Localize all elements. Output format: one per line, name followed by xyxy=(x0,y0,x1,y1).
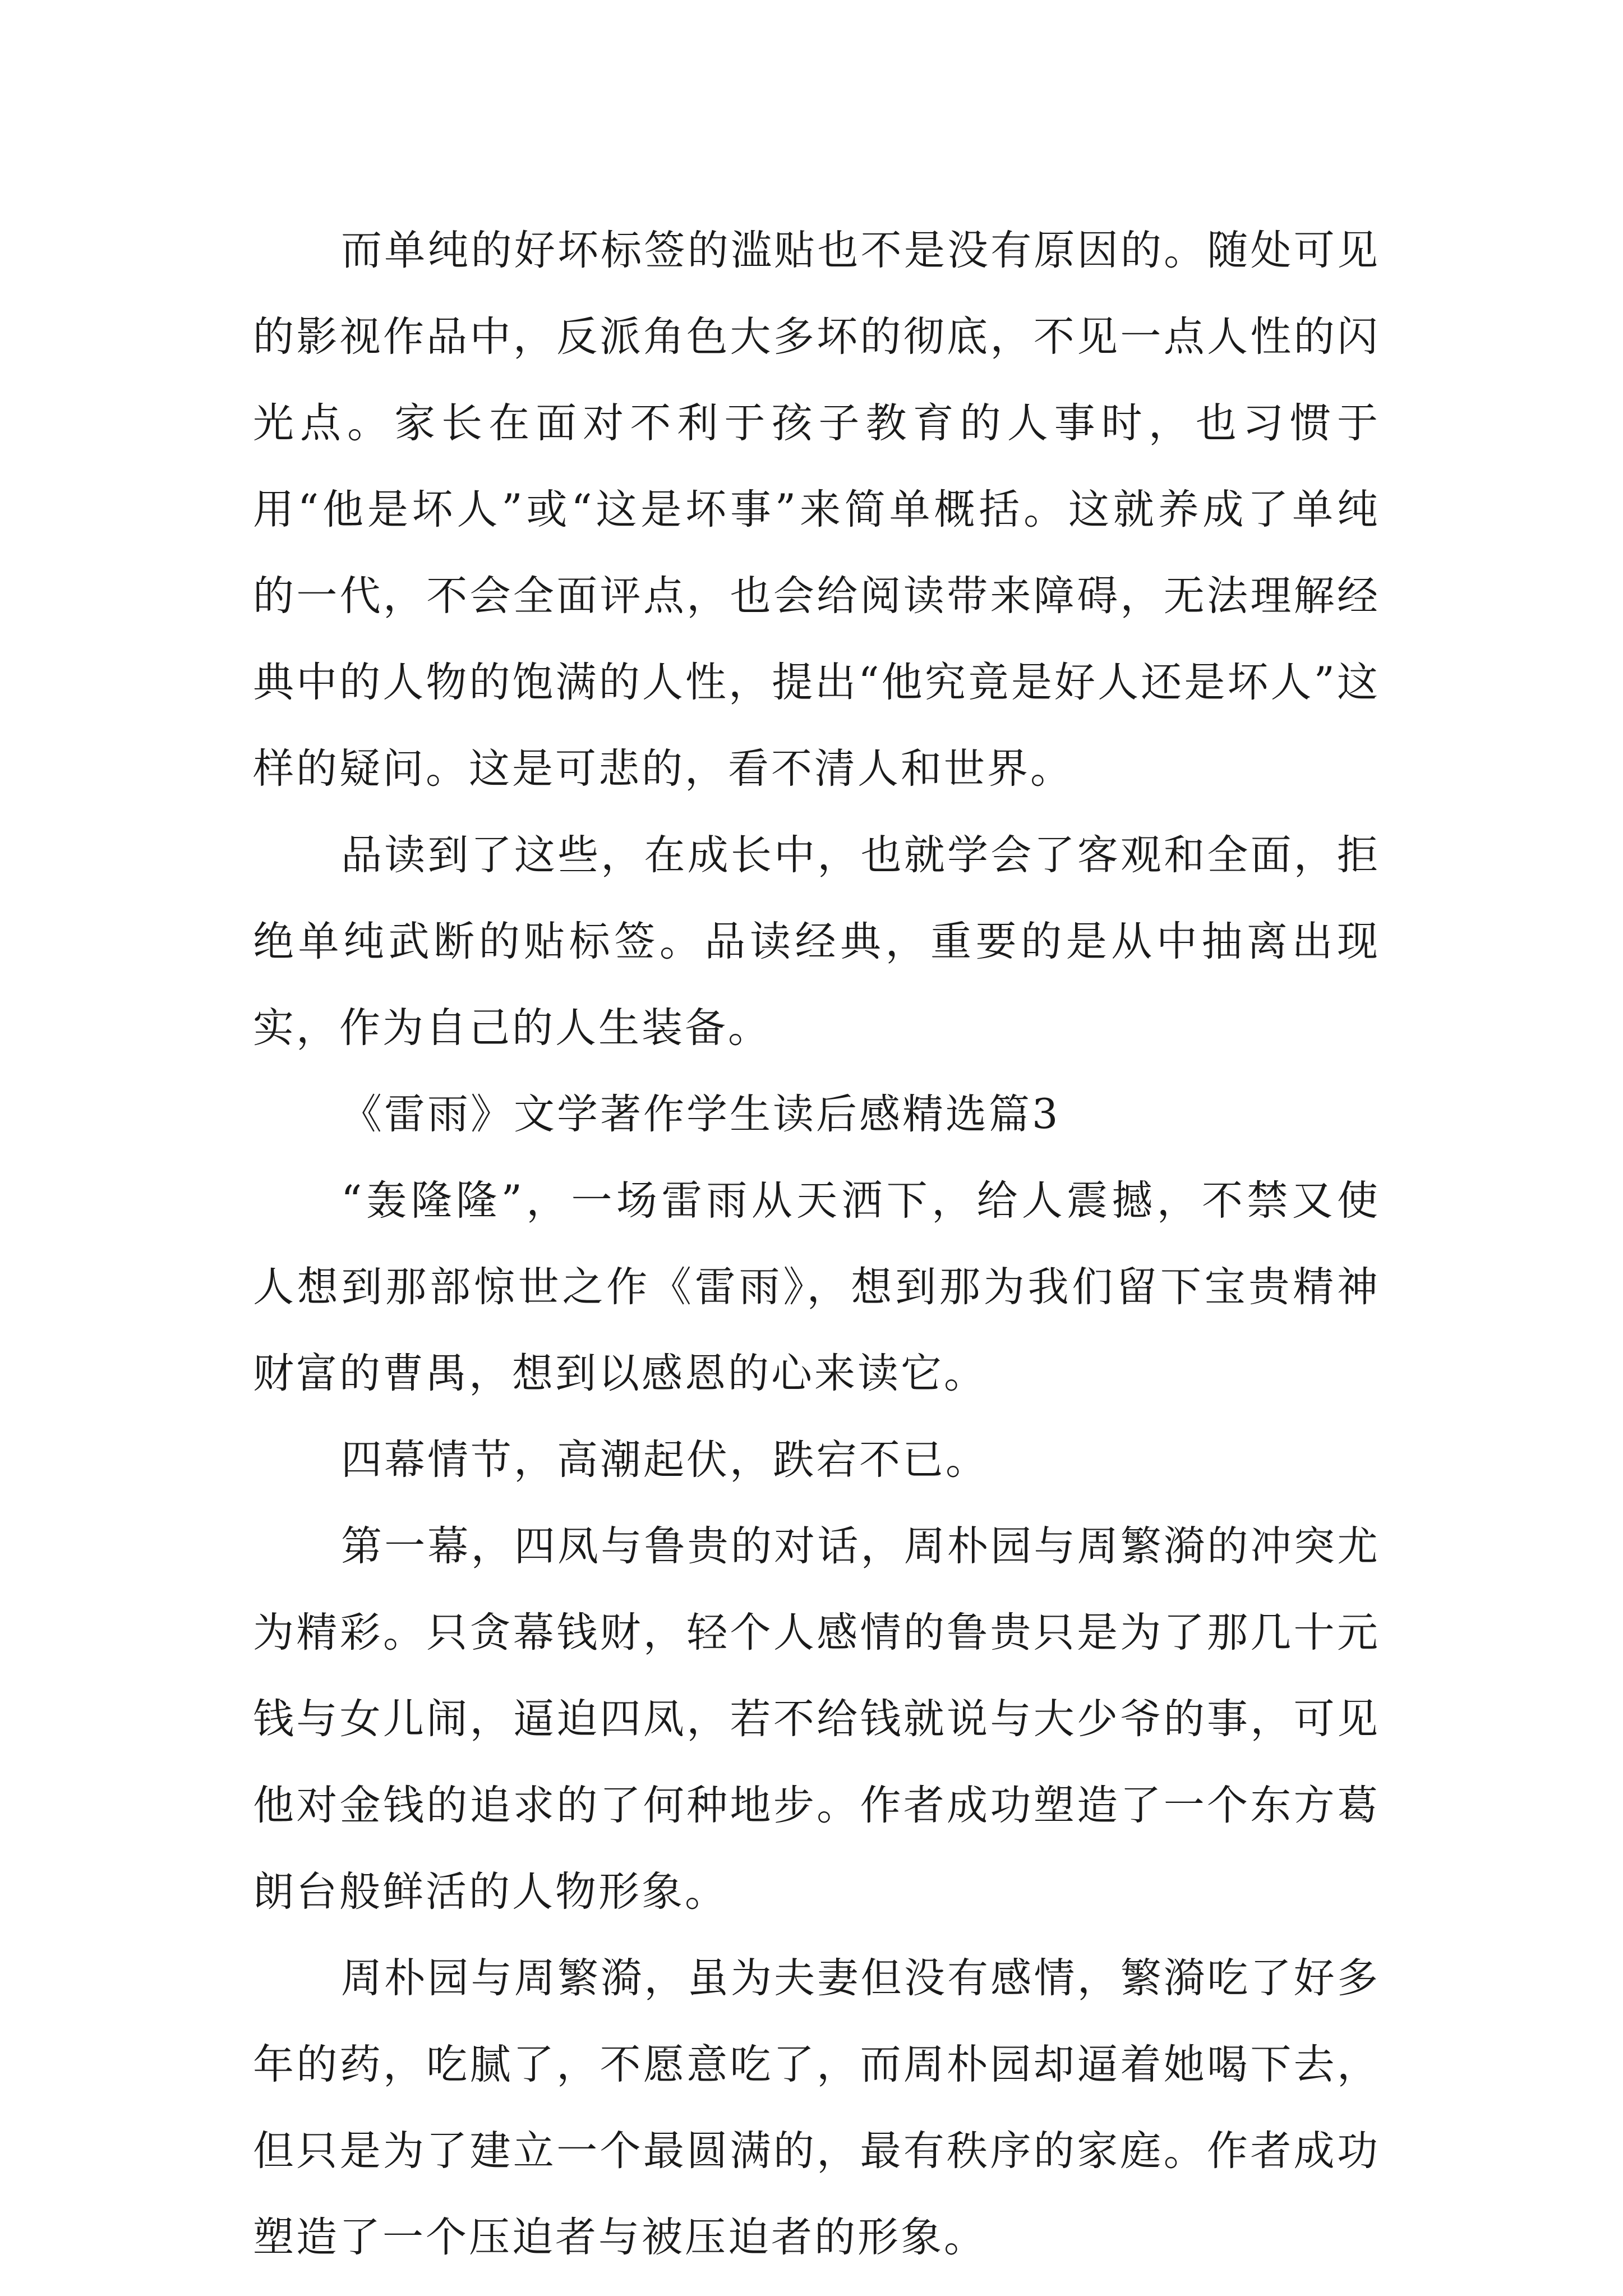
paragraph: 周朴园与周繁漪，虽为夫妻但没有感情，繁漪吃了好多年的药，吃腻了，不愿意吃了，而周朴园却逼着她喝下去，但只是为了建立一个最圆满的，最有秩序的家庭。作者成功塑造了一个压迫者与被压迫者的形象。 xyxy=(253,1954,1380,2261)
paragraph: 第一幕，四凤与鲁贵的对话，周朴园与周繁漪的冲突尤为精彩。只贪幕钱财，轻个人感情的鲁贵只是为了那几十元钱与女儿闹，逼迫四凤，若不给钱就说与大少爷的事，可见他对金钱的追求的了何种地步。作者成功塑造了一个东方葛朗台般鲜活的人物形象。 xyxy=(253,1522,1380,1916)
paragraph: “轰隆隆”，一场雷雨从天洒下，给人震撼，不禁又使人想到那部惊世之作《雷雨》，想到那为我们留下宝贵精神财富的曹禺，想到以感恩的心来读它。 xyxy=(253,1177,1380,1397)
paragraph: 四幕情节，高潮起伏，跌宕不已。 xyxy=(341,1436,989,1484)
document-body xyxy=(253,208,1380,2281)
paragraph: 而单纯的好坏标签的滥贴也不是没有原因的。随处可见的影视作品中，反派角色大多坏的彻底，不见一点人性的闪光点。家长在面对不利于孩子教育的人事时，也习惯于用“他是坏人”或“这是坏事”来简单概括。这就养成了单纯的一代，不会全面评点，也会给阅读带来障碍，无法理解经典中的人物的饱满的人性，提出“他究竟是好人还是坏人”这样的疑问。这是可悲的，看不清人和世界。 xyxy=(253,227,1380,793)
section-heading: 《雷雨》文学著作学生读后感精选篇3 xyxy=(341,1091,1061,1138)
paragraph: 品读到了这些，在成长中，也就学会了客观和全面，拒绝单纯武断的贴标签。品读经典，重要的是从中抽离出现实，作为自己的人生装备。 xyxy=(253,831,1380,1052)
